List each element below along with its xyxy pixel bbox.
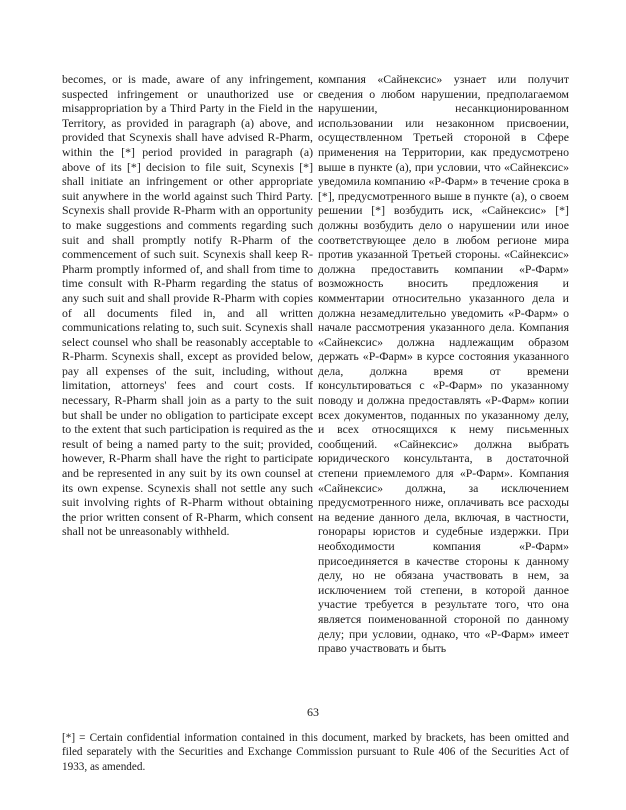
page-number: 63 xyxy=(307,705,319,719)
russian-text-column: компания «Сайнексис» узнает или получит сведения о любом нарушении, предполагаемом нарушении, несанкционированном использовании или незаконном присвоении, осуществленном Третьей стороной в Сфере применения на Территории, как предусмотрено выше в пункте (а), при условии, что «Сайнексис» уведомила компанию «Р-Фарм» в течение срока в [*], предусмотренного выше в пункте (а), о своем решении [*] возбудить иск, «Сайнексис» [*] должны возбудить дело о нарушении или иное соответствующее дело в любом регионе мира против указанной Третьей стороны. «Сайнексис» должна предоставить компании «Р-Фарм» возможность вносить предложения и комментарии относительно указанного дела и должна незамедлительно уведомить «Р-Фарм» о начале рассмотрения указанного дела. Компания «Сайнексис» должна надлежащим образом держать «Р-Фарм» в курсе состояния указанного дела, должна время от времени консультироваться с «Р-Фарм» по указанному поводу и должна предоставлять «Р-Фарм» копии всех документов, поданных по указанному делу, и всех относящихся к нему письменных сообщений. «Сайнексис» должна выбрать юридического консультанта, в достаточной степени приемлемого для «Р-Фарм». Компания «Сайнексис» должна, за исключением предусмотренного ниже, оплачивать все расходы на ведение данного дела, включая, в частности, гонорары юристов и судебные издержки. При необходимости компания «Р-Фарм» присоединяется в качестве стороны к данному делу, но не обязана участвовать в нем, за исключением той степени, в которой данное участие требуется в результате того, что она является поименованной стороной по данному делу; при условии, однако, что «Р-Фарм» имеет право участвовать и быть xyxy=(318,72,569,656)
confidentiality-footnote: [*] = Certain confidential information contained in this document, marked by brackets, has been omitted and filed separately with the Securities and Exchange Commission pursuant to Rule 406 of the Securities Act of 1933, as amended. xyxy=(62,732,569,773)
english-text-column: becomes, or is made, aware of any infringement, suspected infringement or unauthorized use or misappropriation by a Third Party in the Field in the Territory, as provided in paragraph (a) above, and provided that Scynexis shall have advised R-Pharm, within the [*] period provided in paragraph (a) above of its [*] decision to file suit, Scynexis [*] shall initiate an infringement or other appropriate suit anywhere in the world against such Third Party. Scynexis shall provide R-Pharm with an opportunity to make suggestions and comments regarding such suit and shall promptly notify R-Pharm of the commencement of such suit. Scynexis shall keep R-Pharm promptly informed of, and shall from time to time consult with R-Pharm regarding the status of any such suit and shall provide R-Pharm with copies of all documents filed in, and all written communications relating to, such suit. Scynexis shall select counsel who shall be reasonably acceptable to R-Pharm. Scynexis shall, except as provided below, pay all expenses of the suit, including, without limitation, attorneys' fees and court costs. If necessary, R-Pharm shall join as a party to the suit but shall be under no obligation to participate except to the extent that such participation is required as the result of being a named party to the suit; provided, however, R-Pharm shall have the right to participate and be represented in any suit by its own counsel at its own expense. Scynexis shall not settle any such suit involving rights of R-Pharm without obtaining the prior written consent of R-Pharm, which consent shall not be unreasonably withheld. xyxy=(62,72,313,539)
